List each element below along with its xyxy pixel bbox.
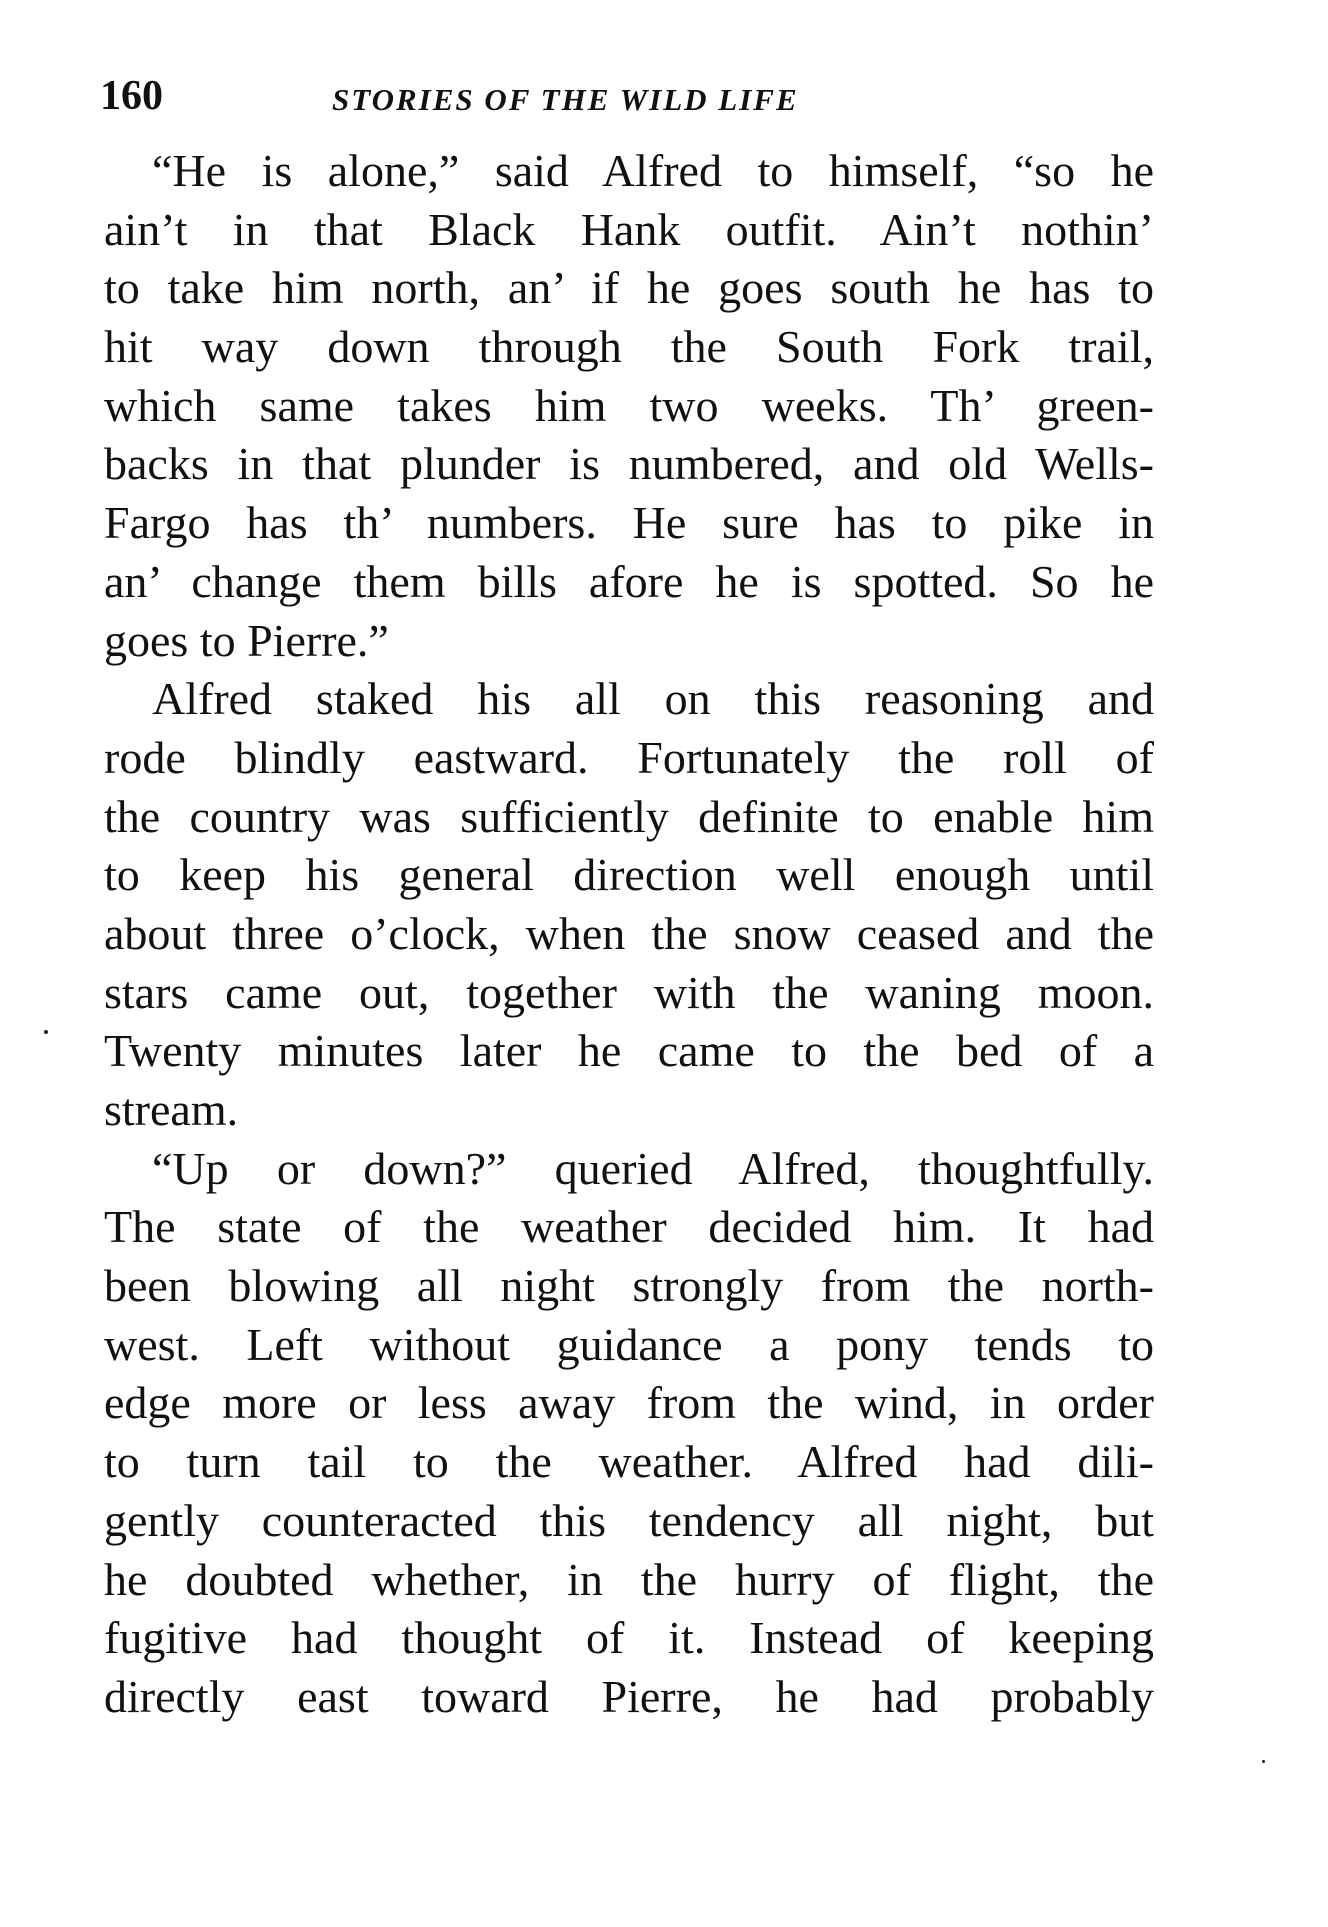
text-line: gently counteracted this tendency all night, but [104, 1494, 1154, 1546]
text-line: The state of the weather decided him. It had [104, 1201, 1154, 1253]
text-line: an’ change them bills afore he is spotted. So he [104, 555, 1154, 607]
text-line: which same takes him two weeks. Th’ green- [104, 379, 1154, 431]
text-line: the country was sufficiently definite to enable him [104, 790, 1154, 842]
text-line: Twenty minutes later he came to the bed of a [104, 1025, 1154, 1077]
text-line: hit way down through the South Fork trail, [104, 321, 1154, 373]
scan-speck [44, 1030, 48, 1034]
text-line: he doubted whether, in the hurry of flight, the [104, 1553, 1154, 1605]
text-line: directly east toward Pierre, he had probably [104, 1670, 1154, 1722]
scan-speck [1262, 1760, 1265, 1763]
text-line: stars came out, together with the waning moon. [104, 966, 1154, 1018]
text-line: Alfred staked his all on this reasoning and [152, 673, 1154, 725]
body-text [104, 142, 1154, 1727]
running-title: STORIES OF THE WILD LIFE [332, 82, 799, 117]
text-line: backs in that plunder is numbered, and old Wells- [104, 438, 1154, 490]
text-line: been blowing all night strongly from the north- [104, 1260, 1154, 1312]
text-line: Fargo has th’ numbers. He sure has to pike in [104, 497, 1154, 549]
text-line: “Up or down?” queried Alfred, thoughtfully. [152, 1142, 1154, 1194]
running-head [100, 66, 1160, 126]
text-line: “He is alone,” said Alfred to himself, “so he [152, 145, 1154, 196]
text-line: fugitive had thought of it. Instead of keeping [104, 1612, 1154, 1664]
text-line: west. Left without guidance a pony tends to [104, 1318, 1154, 1370]
text-line: about three o’clock, when the snow ceased and the [104, 907, 1154, 959]
text-line: to turn tail to the weather. Alfred had dili- [104, 1436, 1154, 1488]
text-line: ain’t in that Black Hank outfit. Ain’t nothin’ [104, 203, 1154, 255]
text-line: edge more or less away from the wind, in order [104, 1377, 1154, 1429]
page-number: 160 [100, 73, 163, 119]
text-line: to take him north, an’ if he goes south he has to [104, 262, 1154, 314]
text-line: to keep his general direction well enough until [104, 849, 1154, 901]
text-line: goes to Pierre.” [104, 614, 389, 666]
text-line: stream. [104, 1084, 239, 1135]
text-line: rode blindly eastward. Fortunately the roll of [104, 731, 1154, 783]
